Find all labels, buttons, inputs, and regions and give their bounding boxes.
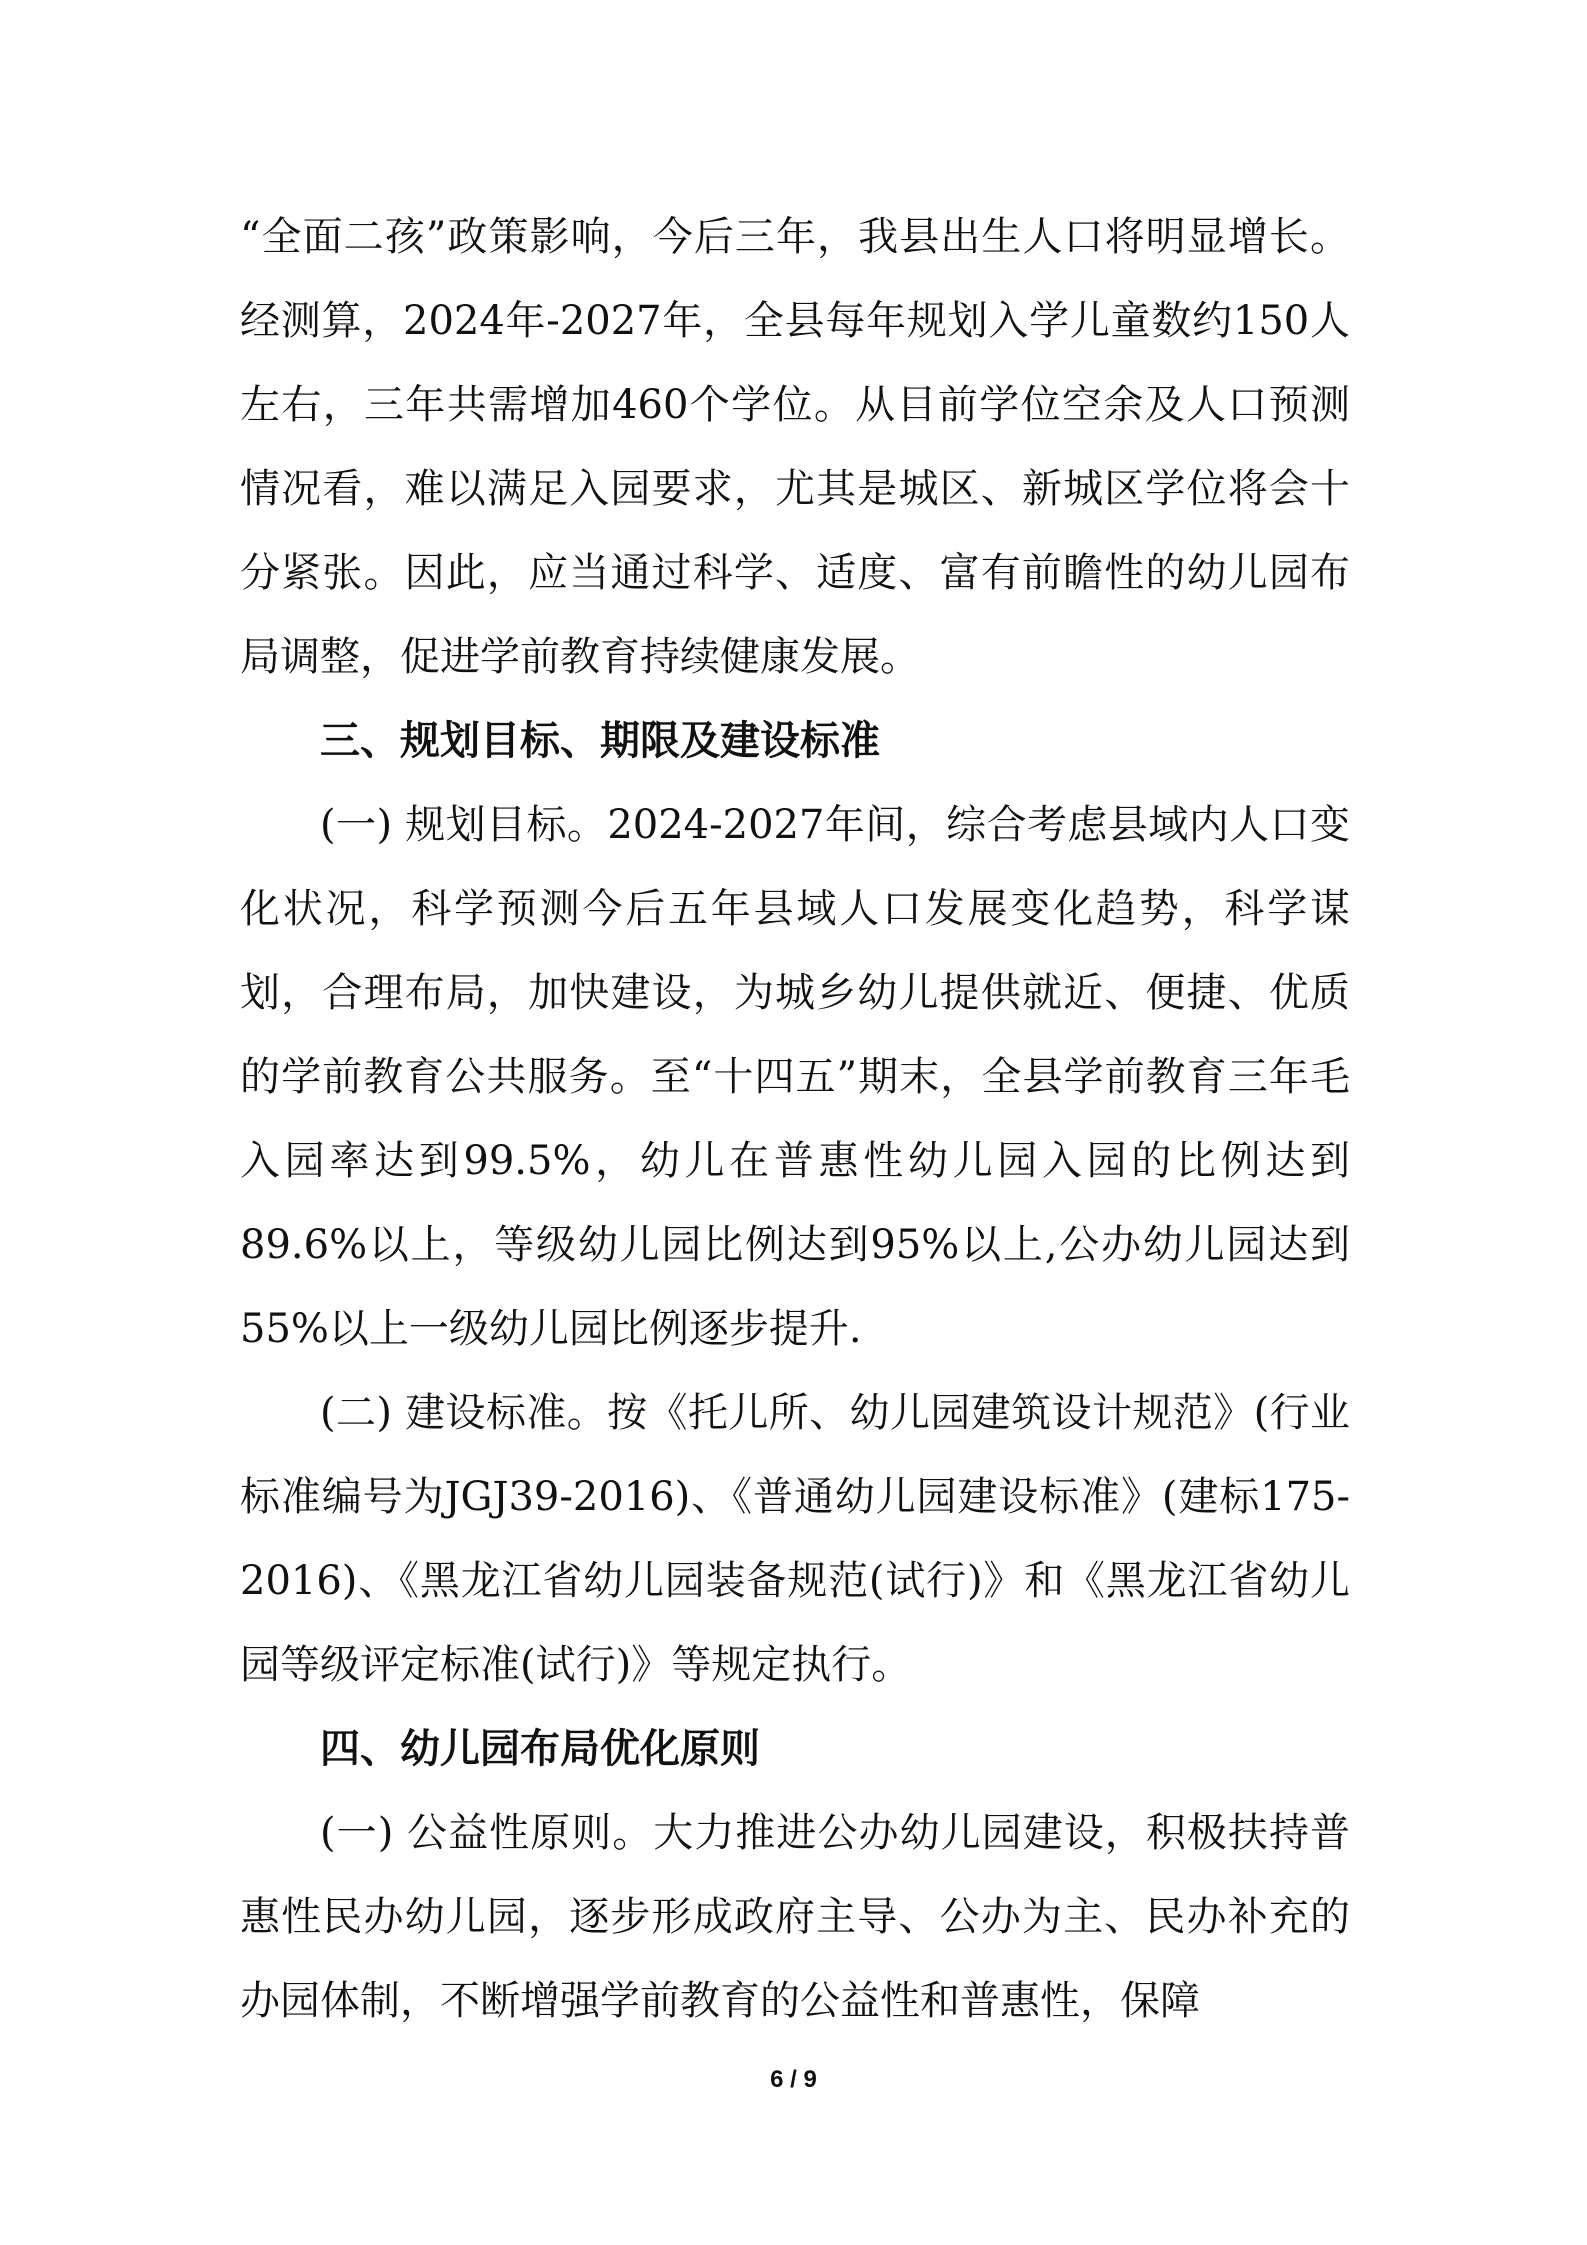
paragraph-population-growth: “全面二孩”政策影响，今后三年，我县出生人口将明显增长。经测算，2024年-2027年，全县每年规划入学儿童数约150人左右，三年共需增加460个学位。从目前学位空余及人口预测情况看，难以满足入园要求，尤其是城区、新城区学位将会十分紧张。因此，应当通过科学、适度、富有前瞻性的幼儿园布局调整，促进学前教育持续健康发展。 <box>240 214 1350 680</box>
section-heading-planning-goals: 三、规划目标、期限及建设标准 <box>320 718 880 764</box>
paragraph-public-welfare-principle: (一) 公益性原则。大力推进公办幼儿园建设，积极扶持普惠性民办幼儿园，逐步形成政府主导、公办为主、民办补充的办园体制，不断增强学前教育的公益性和普惠性，保障 <box>240 1810 1350 2024</box>
paragraph-planning-goal: (一) 规划目标。2024-2027年间，综合考虑县域内人口变化状况，科学预测今后五年县域人口发展变化趋势，科学谋划，合理布局，加快建设，为城乡幼儿提供就近、便捷、优质的学前教育公共服务。至“十四五”期末，全县学前教育三年毛入园率达到99.5%，幼儿在普惠性幼儿园入园的比例达到89.6%以上，等级幼儿园比例达到95%以上,公办幼儿园达到55%以上一级幼儿园比例逐步提升. <box>240 802 1350 1352</box>
page-number: 6 / 9 <box>770 2066 817 2093</box>
document-body <box>240 195 1350 2043</box>
section-heading-layout-principles: 四、幼儿园布局优化原则 <box>320 1726 760 1772</box>
paragraph-construction-standards: (二) 建设标准。按《托儿所、幼儿园建筑设计规范》(行业标准编号为JGJ39-2016)、《普通幼儿园建设标准》(建标175-2016)、《黑龙江省幼儿园装备规范(试行)》和《黑龙江省幼儿园等级评定标准(试行)》等规定执行。 <box>240 1390 1350 1688</box>
